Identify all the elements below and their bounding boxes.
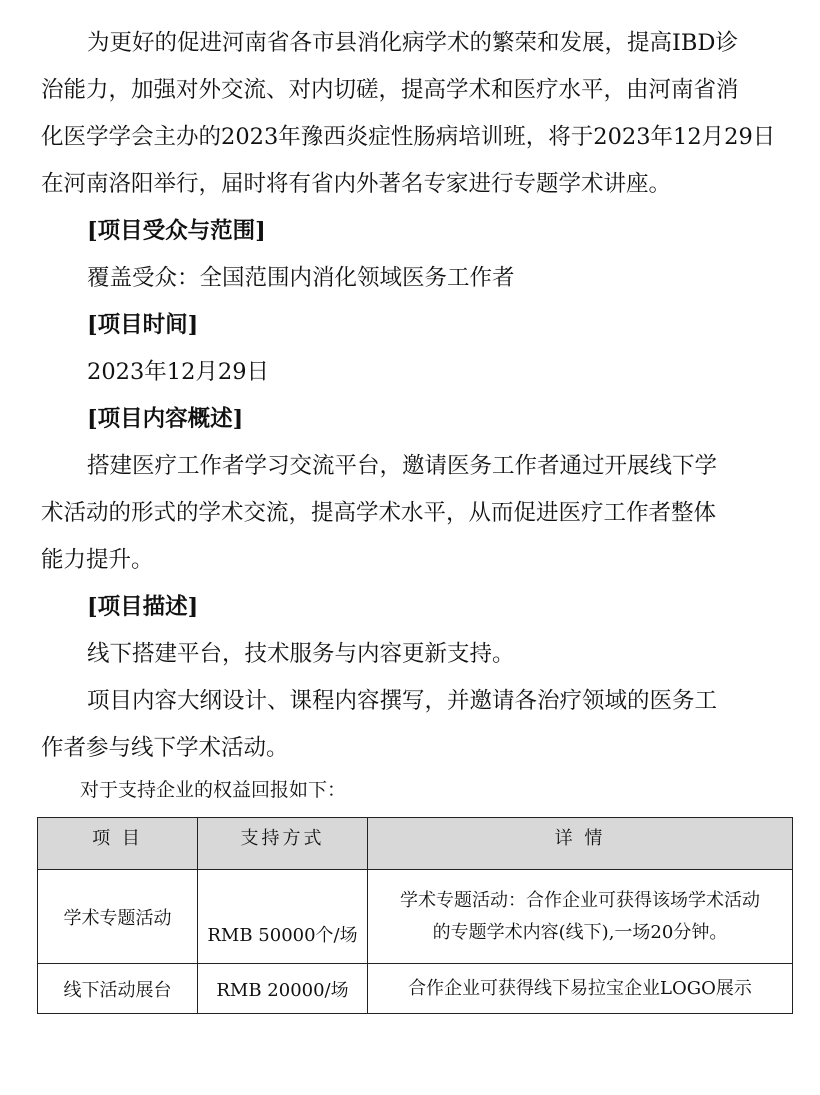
table-header-row — [38, 818, 793, 870]
row-item: 线下活动展台 — [38, 964, 198, 1014]
row-detail — [368, 964, 793, 1014]
row-item: 学术专题活动 — [38, 870, 198, 964]
row-detail-line-1: 学术专题活动：合作企业可获得该场学术活动 — [400, 889, 760, 911]
audience-heading: [项目受众与范围] — [87, 218, 266, 244]
content-line-3: 能力提升。 — [41, 547, 154, 573]
benefits-table — [37, 817, 793, 1014]
time-text: 2023年12月29日 — [87, 359, 270, 385]
time-heading: [项目时间] — [87, 312, 199, 338]
header-detail: 详 情 — [368, 818, 793, 870]
header-item: 项 目 — [38, 818, 198, 870]
content-line-1: 搭建医疗工作者学习交流平台，邀请医务工作者通过开展线下学 — [87, 453, 718, 479]
intro-line-2: 治能力，加强对外交流、对内切磋，提高学术和医疗水平，由河南省消 — [41, 77, 739, 103]
desc-text-2-line-1: 项目内容大纲设计、课程内容撰写，并邀请各治疗领域的医务工 — [87, 688, 718, 714]
desc-heading: [项目描述] — [87, 594, 199, 620]
row-support: RMB 50000个/场 — [198, 870, 368, 964]
row-detail — [368, 870, 793, 964]
audience-text: 覆盖受众：全国范围内消化领域医务工作者 — [87, 265, 515, 291]
table-intro: 对于支持企业的权益回报如下： — [80, 779, 347, 801]
intro-line-3: 化医学学会主办的2023年豫西炎症性肠病培训班，将于2023年12月29日 — [41, 124, 776, 150]
desc-text-1: 线下搭建平台，技术服务与内容更新支持。 — [87, 641, 515, 667]
table-row — [38, 870, 793, 964]
header-support: 支持方式 — [198, 818, 368, 870]
row-support: RMB 20000/场 — [198, 964, 368, 1014]
row-detail-line-1: 合作企业可获得线下易拉宝企业LOGO展示 — [408, 977, 752, 999]
desc-text-2-line-2: 作者参与线下学术活动。 — [41, 735, 289, 761]
intro-line-1: 为更好的促进河南省各市县消化病学术的繁荣和发展，提高IBD诊 — [87, 30, 738, 56]
intro-line-4: 在河南洛阳举行，届时将有省内外著名专家进行专题学术讲座。 — [41, 171, 672, 197]
table-row — [38, 964, 793, 1014]
content-heading: [项目内容概述] — [87, 406, 244, 432]
content-line-2: 术活动的形式的学术交流，提高学术水平，从而促进医疗工作者整体 — [41, 500, 717, 526]
row-detail-line-2: 的专题学术内容(线下),一场20分钟。 — [432, 921, 728, 943]
